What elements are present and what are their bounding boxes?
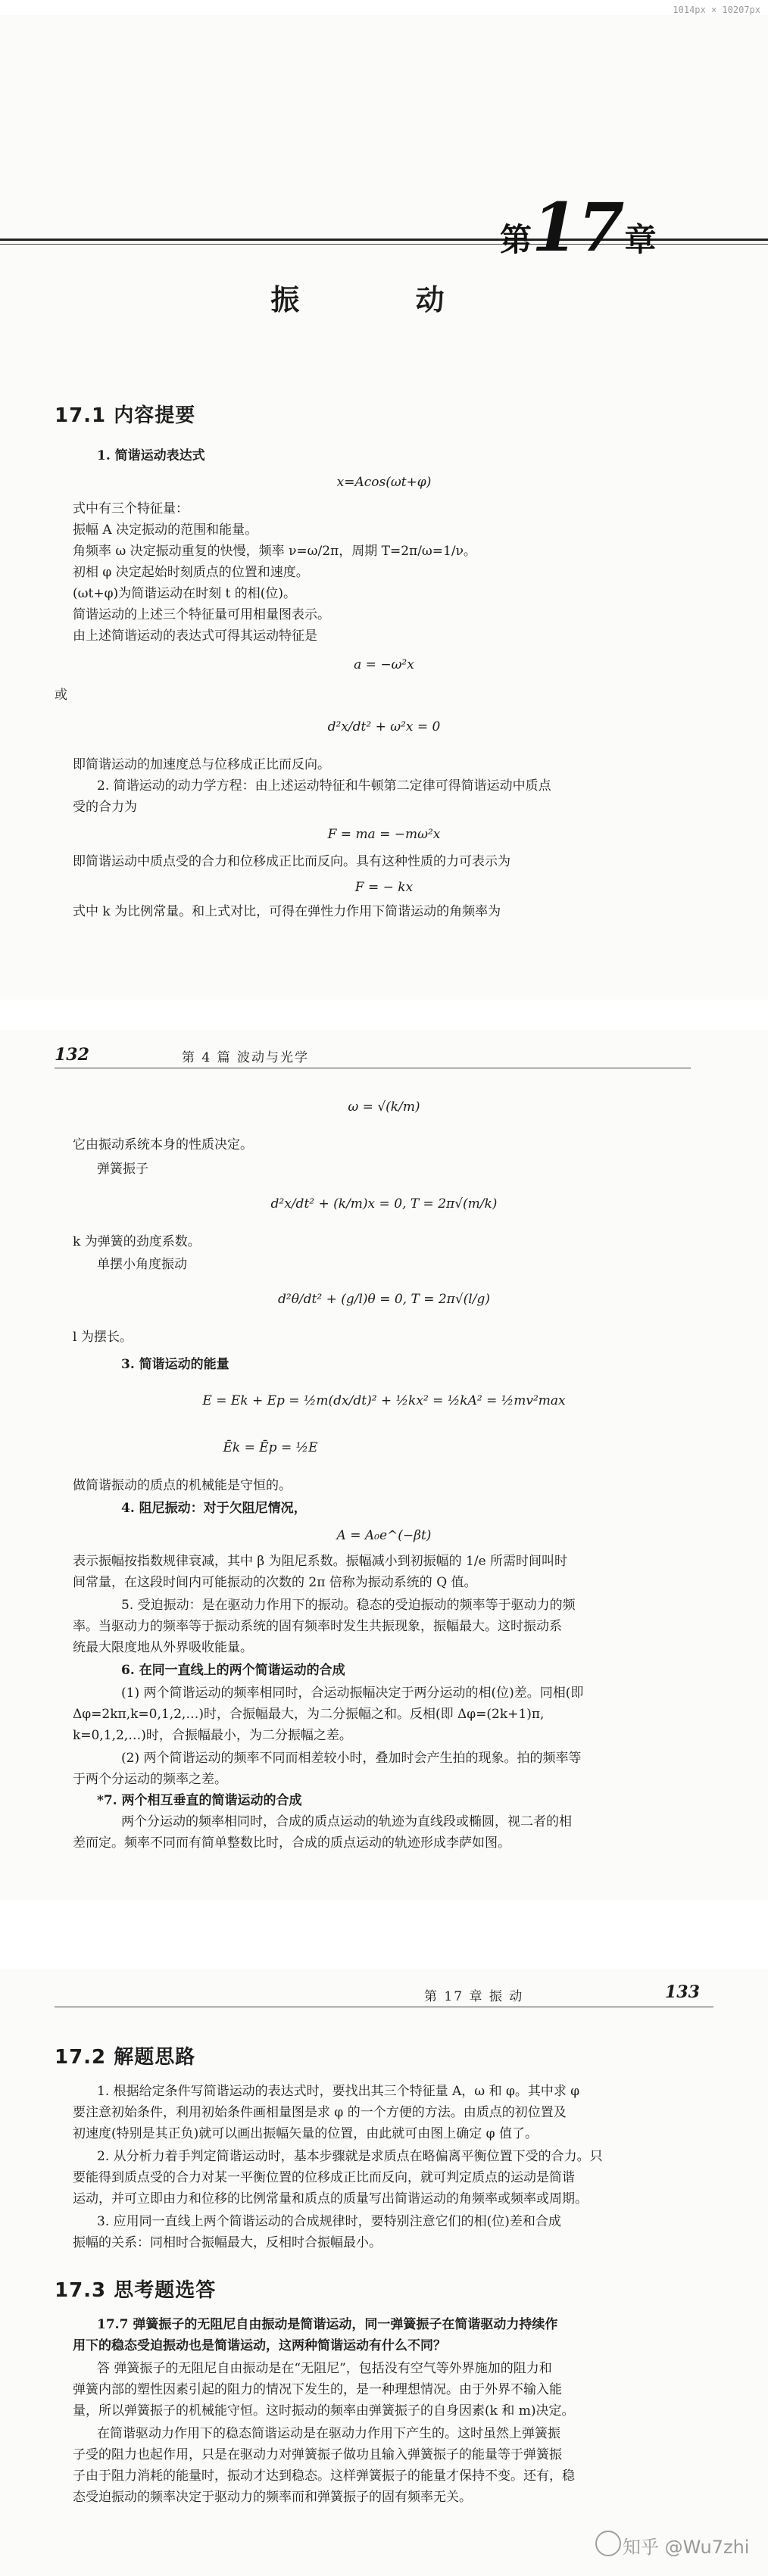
line: 1. 根据给定条件写简谐运动的表达式时，要找出其三个特征量 A，ω 和 φ。其中求 φ (97, 2084, 580, 2099)
item-6-heading: 6. 在同一直线上的两个简谐运动的合成 (121, 1663, 345, 1678)
answer-line: 子由于阻力消耗的能量时，振动才达到稳态。这样弹簧振子的能量才保持不变。还有，稳 (73, 2468, 575, 2484)
equation-energy: E = Ek + Ep = ½m(dx/dt)² + ½kx² = ½kA² = ½mv²max (202, 1393, 566, 1408)
image-dimensions-label: 1014px × 10207px (673, 5, 760, 15)
section-heading-17-2: 17.2 解题思路 (55, 2046, 196, 2069)
equation-3: d²x/dt² + ω²x = 0 (327, 719, 441, 734)
line: 表示振幅按指数规律衰减，其中 β 为阻尼系数。振幅减小到初振幅的 1/e 所需时间叫时 (73, 1554, 568, 1569)
section-heading-17-3: 17.3 思考题选答 (55, 2279, 217, 2302)
equation-4: F = ma = −mω²x (327, 827, 441, 842)
question-line: 17.7 弹簧振子的无阻尼自由振动是简谐运动，同一弹簧振子在简谐驱动力持续作 (97, 2317, 558, 2332)
item-1-heading: 1. 简谐运动表达式 (97, 448, 205, 463)
line: 要能得到质点受的合力对某一平衡位置的位移成正比而反向，就可判定质点的运动是简谐 (73, 2170, 575, 2185)
item-7-heading: *7. 两个相互垂直的简谐运动的合成 (97, 1793, 302, 1808)
line: 振幅的关系：同相时合振幅最大，反相时合振幅最小。 (73, 2235, 382, 2250)
line: 角频率 ω 决定振动重复的快慢，频率 ν=ω/2π，周期 T=2π/ω=1/ν。 (73, 544, 476, 559)
chapter-number: 17 (532, 188, 625, 267)
page-number: 133 (665, 1982, 700, 2002)
line: 率。当驱动力的频率等于振动系统的固有频率时发生共振现象，振幅最大。这时振动系 (73, 1619, 562, 1634)
line: (ωt+φ)为简谐运动在时刻 t 的相(位)。 (73, 586, 297, 601)
zhihu-logo-icon (595, 2531, 621, 2556)
line: 初速度(特别是其正负)就可以画出振幅矢量的位置，由此就可由图上确定 φ 值了。 (73, 2126, 538, 2141)
line: 即简谐运动中质点受的合力和位移成正比而反向。具有这种性质的力可表示为 (73, 854, 510, 869)
line: 做简谐振动的质点的机械能是守恒的。 (73, 1478, 292, 1493)
equation-pendulum: d²θ/dt² + (g/l)θ = 0, T = 2π√(l/g) (278, 1292, 490, 1307)
page-131 (0, 15, 768, 1000)
line: k=0,1,2,…)时，合振幅最小，为二分振幅之差。 (73, 1728, 352, 1743)
line: 要注意初始条件，利用初始条件画相量图是求 φ 的一个方便的方法。由质点的初位置及 (73, 2105, 567, 2120)
answer-line: 弹簧内部的塑性因素引起的阻力的情况下发生的，是一种理想情况。由于外界不输入能 (73, 2382, 562, 2397)
line: 初相 φ 决定起始时刻质点的位置和速度。 (73, 565, 309, 580)
line: 间常量，在这段时间内可能振动的次数的 2π 倍称为振动系统的 Q 值。 (73, 1575, 477, 1590)
line: 它由振动系统本身的性质决定。 (73, 1137, 253, 1152)
answer-line: 量，所以弹簧振子的机械能守恒。这时振动的频率由弹簧振子的自身因素(k 和 m)决定。 (73, 2403, 575, 2419)
question-line: 用下的稳态受迫振动也是简谐运动，这两种简谐运动有什么不同？ (73, 2338, 446, 2353)
line: k 为弹簧的劲度系数。 (73, 1234, 201, 1249)
line: 2. 简谐运动的动力学方程：由上述运动特征和牛顿第二定律可得简谐运动中质点 (97, 778, 551, 794)
line: 简谐运动的上述三个特征量可用相量图表示。 (73, 607, 330, 622)
line: 2. 从分析力着手判定简谐运动时，基本步骤就是求质点在略偏离平衡位置下受的合力。只 (97, 2149, 603, 2164)
equation-omega: ω = √(k/m) (348, 1099, 420, 1115)
line: (1) 两个简谐运动的频率相同时，合运动振幅决定于两分运动的相(位)差。同相(即 (121, 1686, 584, 1701)
line: 振幅 A 决定振动的范围和能量。 (73, 522, 258, 538)
equation-average-energy: Ēk = Ēp = ½E (223, 1440, 318, 1455)
line: 由上述简谐运动的表达式可得其运动特征是 (73, 628, 317, 644)
line: 两个分运动的频率相同时，合成的质点运动的轨迹为直线段或椭圆，视二者的相 (121, 1814, 572, 1829)
line: 3. 应用同一直线上两个简谐运动的合成规律时，要特别注意它们的相(位)差和合成 (97, 2214, 561, 2229)
line: l 为摆长。 (73, 1330, 133, 1345)
page-133 (0, 1969, 768, 2576)
chapter-title: 振 动 (270, 282, 498, 317)
chapter-prefix: 第 (500, 221, 532, 258)
page-gap (0, 1000, 768, 1030)
answer-line: 答 弹簧振子的无阻尼自由振动是在“无阻尼”，包括没有空气等外界施加的阻力和 (97, 2361, 552, 2376)
running-head: 第 17 章 振 动 (424, 1989, 524, 2004)
line: 单摆小角度振动 (97, 1257, 187, 1272)
line: 运动，并可立即由力和位移的比例常量和质点的质量写出简谐运动的角频率或频率或周期。 (73, 2191, 588, 2206)
equation-5: F = − kx (354, 880, 414, 895)
line: 于两个分运动的频率之差。 (73, 1772, 227, 1787)
line: 受的合力为 (73, 800, 137, 815)
line: 即简谐运动的加速度总与位移成正比而反向。 (73, 757, 330, 772)
page-gap (0, 1901, 768, 1969)
line: 或 (55, 688, 67, 703)
line: 差而定。频率不同而有简单整数比时，合成的质点运动的轨迹形成李萨如图。 (73, 1835, 510, 1851)
chapter-suffix: 章 (624, 221, 657, 258)
line: 5. 受迫振动：是在驱动力作用下的振动。稳态的受迫振动的频率等于驱动力的频 (121, 1598, 576, 1613)
line: 统最大限度地从外界吸收能量。 (73, 1640, 253, 1655)
item-3-heading: 3. 简谐运动的能量 (121, 1357, 229, 1372)
answer-line: 在简谐驱动力作用下的稳态简谐运动是在驱动力作用下产生的。这时虽然上弹簧振 (97, 2426, 560, 2441)
running-head: 第 4 篇 波动与光学 (182, 1050, 310, 1065)
equation-2: a = −ω²x (354, 657, 414, 672)
line: Δφ=2kπ,k=0,1,2,…)时，合振幅最大，为二分振幅之和。反相(即 Δφ=(2k+1)π, (73, 1707, 545, 1722)
page-132 (0, 1030, 768, 1901)
answer-line: 态受迫振动的频率决定于驱动力的频率而和弹簧振子的固有频率无关。 (73, 2490, 472, 2505)
watermark-text: 知乎 @Wu7zhi (623, 2537, 750, 2558)
section-heading-17-1: 17.1 内容提要 (55, 404, 196, 427)
line: 式中 k 为比例常量。和上式对比，可得在弹性力作用下简谐运动的角频率为 (73, 904, 501, 919)
chapter-label (500, 188, 657, 267)
answer-line: 子受的阻力也起作用，只是在驱动力对弹簧振子做功且输入弹簧振子的能量等于弹簧振 (73, 2447, 562, 2462)
line: (2) 两个简谐运动的频率不同而相差较小时，叠加时会产生拍的现象。拍的频率等 (121, 1751, 582, 1766)
line: 弹簧振子 (97, 1162, 148, 1177)
line: 式中有三个特征量： (73, 501, 189, 516)
item-4-heading: 4. 阻尼振动：对于欠阻尼情况， (121, 1501, 307, 1516)
equation-1: x=Acos(ωt+φ) (336, 475, 432, 490)
equation-spring: d²x/dt² + (k/m)x = 0, T = 2π√(m/k) (270, 1196, 498, 1212)
equation-damping: A = A₀e^(−βt) (336, 1528, 432, 1543)
page-number: 132 (55, 1045, 89, 1065)
